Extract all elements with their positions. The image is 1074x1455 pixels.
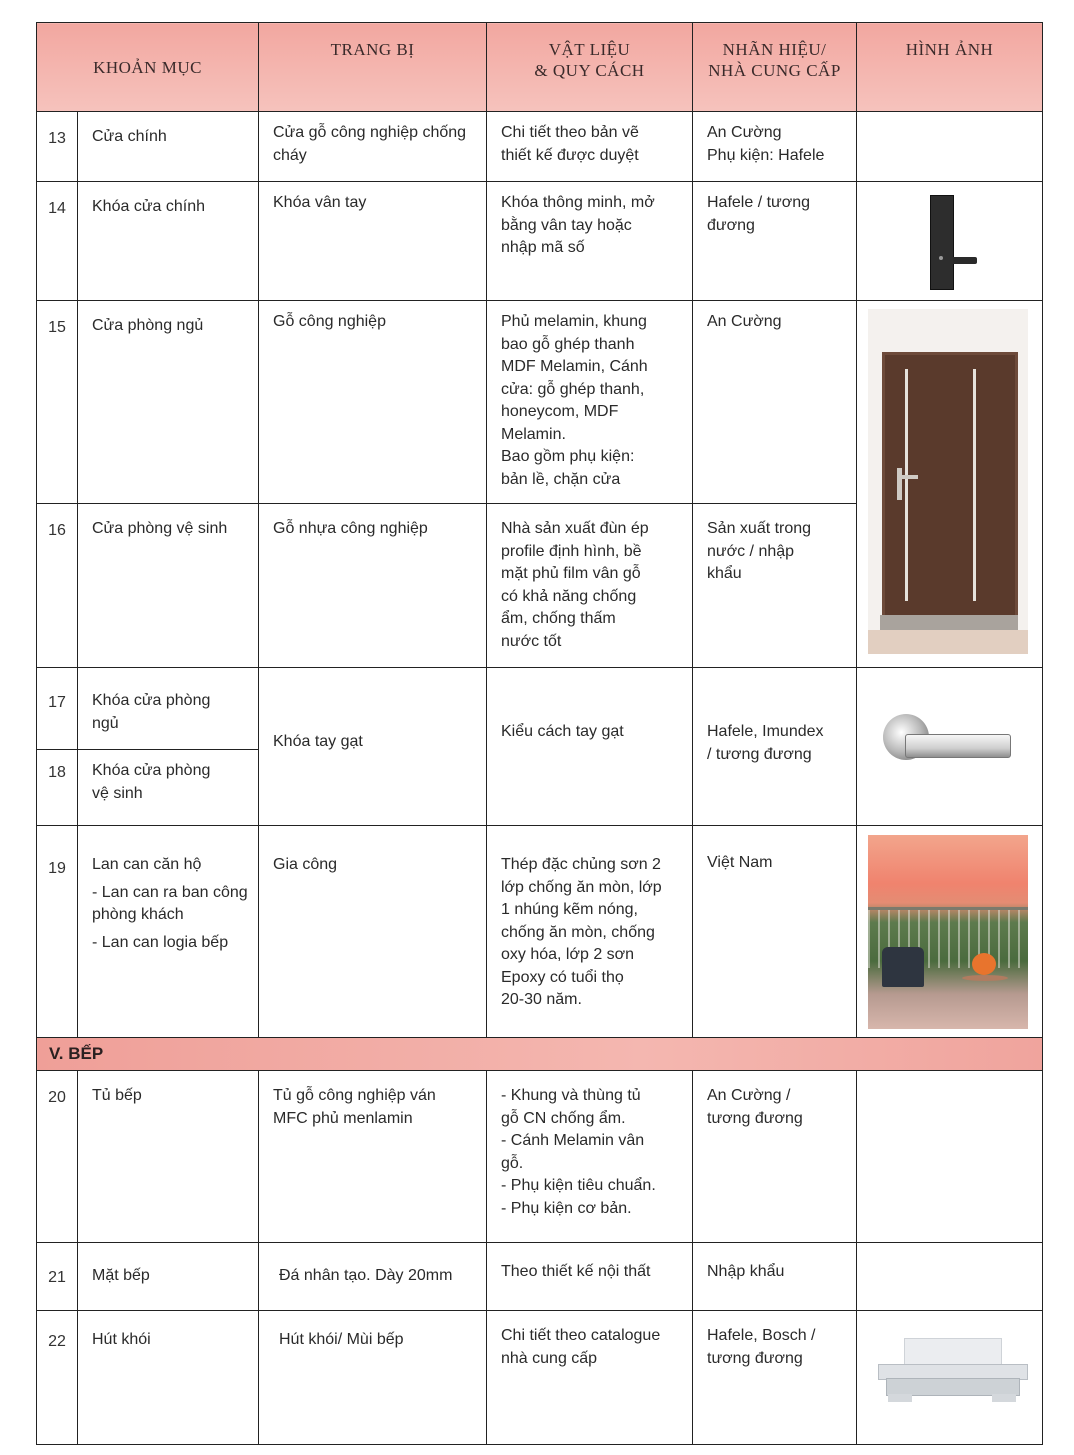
material-line: Melamin. bbox=[501, 425, 566, 443]
material-line: nước tốt bbox=[501, 632, 562, 650]
handle-arm bbox=[905, 734, 1011, 758]
door-inlay-strip bbox=[973, 369, 976, 601]
fingerprint-sensor-icon bbox=[939, 256, 943, 260]
material-line: Chi tiết theo bản vẽ bbox=[501, 124, 639, 141]
equipment bbox=[259, 1071, 487, 1243]
door-threshold bbox=[880, 615, 1018, 630]
item-name bbox=[78, 668, 259, 750]
material-line: - Phụ kiện tiêu chuẩn. bbox=[501, 1177, 656, 1194]
material-spec bbox=[487, 504, 693, 668]
material-line: thiết kế được duyệt bbox=[501, 146, 639, 164]
material-line: ẩm, chống thấm bbox=[501, 610, 616, 627]
row-number: 18 bbox=[37, 750, 78, 826]
brand-line: Phụ kiện: Hafele bbox=[707, 146, 825, 164]
brand-line: An Cường bbox=[707, 313, 782, 330]
image-cell bbox=[857, 1311, 1043, 1445]
table-row bbox=[37, 112, 1043, 182]
equipment-line: MFC phủ menlamin bbox=[273, 1109, 413, 1127]
smart-lock-image bbox=[930, 195, 954, 290]
material-line: lớp chống ăn mòn, lớp bbox=[501, 878, 662, 896]
row-number: 20 bbox=[37, 1071, 78, 1243]
sub-item: - Lan can ra ban công phòng khách bbox=[92, 883, 248, 923]
material-line: honeycom, MDF bbox=[501, 403, 619, 420]
header-khoan-muc: KHOẢN MỤC bbox=[37, 23, 259, 112]
brand-line: Hafele, Imundex bbox=[707, 723, 824, 740]
header-nhan-hieu-line2: NHÀ CUNG CẤP bbox=[708, 61, 841, 80]
section-title: V. BẾP bbox=[37, 1038, 1043, 1071]
material-line: Phủ melamin, khung bbox=[501, 313, 647, 330]
door-inlay-strip bbox=[905, 369, 908, 601]
material-line: Chi tiết theo catalogue bbox=[501, 1327, 661, 1344]
material-spec bbox=[487, 1311, 693, 1445]
material-line: Bao gồm phụ kiện: bbox=[501, 448, 635, 465]
brand-supplier bbox=[693, 182, 857, 301]
material-line: oxy hóa, lớp 2 sơn bbox=[501, 946, 635, 963]
brand-line: Hafele / tương bbox=[707, 194, 811, 211]
item-line: ngủ bbox=[92, 714, 119, 732]
equipment-line: Tủ gỗ công nghiệp ván bbox=[273, 1087, 436, 1104]
item-line: Khóa cửa phòng bbox=[92, 762, 211, 779]
material-line: Thép đặc chủng sơn 2 bbox=[501, 856, 661, 873]
row-number: 22 bbox=[37, 1311, 78, 1445]
brand-supplier bbox=[693, 504, 857, 668]
brand-line: đương bbox=[707, 216, 755, 234]
brand-line: nước / nhập bbox=[707, 542, 795, 560]
header-vat-lieu-line2: & QUY CÁCH bbox=[534, 61, 645, 80]
header-vat-lieu-line1: VẬT LIỆU bbox=[548, 40, 631, 59]
material-line: gỗ CN chống ẩm. bbox=[501, 1109, 626, 1127]
brand-supplier bbox=[693, 112, 857, 182]
brand-supplier: Việt Nam bbox=[693, 826, 857, 1038]
table-row bbox=[37, 826, 1043, 1038]
header-vat-lieu bbox=[487, 23, 693, 112]
material-line: 1 nhúng kẽm nóng, bbox=[501, 901, 638, 918]
equipment: Gỗ công nghiệp bbox=[259, 301, 487, 504]
table-row bbox=[37, 182, 1043, 301]
material-line: bao gỗ ghép thanh bbox=[501, 335, 635, 353]
sub-item: - Lan can logia bếp bbox=[92, 933, 229, 951]
material-spec bbox=[487, 826, 693, 1038]
equipment: Gỗ nhựa công nghiệp bbox=[259, 504, 487, 668]
brand-line: tương đương bbox=[707, 1349, 803, 1367]
image-cell bbox=[857, 301, 1043, 668]
header-nhan-hieu-line1: NHÃN HIỆU/ bbox=[722, 40, 827, 59]
item-name: Khóa cửa chính bbox=[78, 182, 259, 301]
brand-supplier bbox=[693, 301, 857, 504]
material-spec: Kiểu cách tay gạt bbox=[487, 668, 693, 826]
material-line: nhập mã số bbox=[501, 239, 585, 256]
material-line: cửa: gỗ ghép thanh, bbox=[501, 380, 645, 398]
material-line: 20-30 năm. bbox=[501, 991, 582, 1008]
header-hinh-anh: HÌNH ẢNH bbox=[857, 23, 1043, 112]
material-line: mặt phủ film vân gỗ bbox=[501, 565, 641, 582]
material-line: gỗ. bbox=[501, 1154, 524, 1172]
flowers bbox=[972, 953, 996, 975]
image-cell bbox=[857, 182, 1043, 301]
material-line: có khả năng chống bbox=[501, 587, 637, 605]
brand-supplier bbox=[693, 1071, 857, 1243]
image-cell-empty bbox=[857, 1243, 1043, 1311]
brand-supplier: Nhập khẩu bbox=[693, 1243, 857, 1311]
item-line: Lan can căn hộ bbox=[92, 856, 202, 873]
brand-line: / tương đương bbox=[707, 745, 812, 763]
item-name: Tủ bếp bbox=[78, 1071, 259, 1243]
balcony-railing-image bbox=[868, 835, 1028, 1029]
material-line: - Cánh Melamin vân bbox=[501, 1132, 645, 1149]
row-number: 16 bbox=[37, 504, 78, 668]
table-row bbox=[37, 301, 1043, 504]
equipment: Gia công bbox=[259, 826, 487, 1038]
material-line: profile định hình, bề bbox=[501, 542, 642, 560]
image-cell bbox=[857, 826, 1043, 1038]
item-name bbox=[78, 750, 259, 826]
item-line: vệ sinh bbox=[92, 784, 143, 802]
table-row bbox=[37, 668, 1043, 750]
brand-supplier bbox=[693, 668, 857, 826]
item-name: Hút khói bbox=[78, 1311, 259, 1445]
range-hood-image bbox=[878, 1338, 1026, 1418]
material-spec bbox=[487, 1071, 693, 1243]
equipment: Cửa gỗ công nghiệp chống cháy bbox=[259, 112, 487, 182]
brand-line: Hafele, Bosch / bbox=[707, 1327, 816, 1344]
item-name: Cửa phòng vệ sinh bbox=[78, 504, 259, 668]
lock-handle-icon bbox=[953, 257, 977, 264]
specification-table bbox=[36, 22, 1043, 1445]
material-line: Nhà sản xuất đùn ép bbox=[501, 520, 649, 537]
header-trang-bi: TRANG BỊ bbox=[259, 23, 487, 112]
row-number: 21 bbox=[37, 1243, 78, 1311]
brand-line: tương đương bbox=[707, 1109, 803, 1127]
chair bbox=[882, 947, 924, 987]
header-row bbox=[37, 23, 1043, 112]
equipment: Đá nhân tạo. Dày 20mm bbox=[259, 1243, 487, 1311]
row-number: 17 bbox=[37, 668, 78, 750]
image-cell-empty bbox=[857, 112, 1043, 182]
material-spec: Theo thiết kế nội thất bbox=[487, 1243, 693, 1311]
brand-line: An Cường bbox=[707, 124, 782, 141]
section-row bbox=[37, 1038, 1043, 1071]
spec-table-sheet bbox=[36, 22, 1042, 1445]
door-handle-icon bbox=[897, 468, 902, 500]
table-row bbox=[37, 1311, 1043, 1445]
image-cell-empty bbox=[857, 1071, 1043, 1243]
lever-handle-image bbox=[883, 714, 1011, 764]
row-number: 14 bbox=[37, 182, 78, 301]
material-spec bbox=[487, 182, 693, 301]
wooden-door-image bbox=[868, 309, 1028, 654]
item-name bbox=[78, 826, 259, 1038]
item-name: Cửa phòng ngủ bbox=[78, 301, 259, 504]
brand-line: An Cường / bbox=[707, 1087, 791, 1104]
material-line: Khóa thông minh, mở bbox=[501, 194, 655, 211]
row-number: 13 bbox=[37, 112, 78, 182]
material-line: nhà cung cấp bbox=[501, 1349, 598, 1367]
equipment: Khóa tay gạt bbox=[259, 668, 487, 826]
brand-line: khẩu bbox=[707, 565, 742, 582]
material-spec bbox=[487, 301, 693, 504]
material-line: chống ăn mòn, chống bbox=[501, 923, 655, 941]
equipment: Khóa vân tay bbox=[259, 182, 487, 301]
material-line: bằng vân tay hoặc bbox=[501, 216, 632, 234]
hood-chimney bbox=[904, 1338, 1002, 1366]
material-spec bbox=[487, 112, 693, 182]
material-line: MDF Melamin, Cánh bbox=[501, 358, 648, 375]
material-line: - Khung và thùng tủ bbox=[501, 1087, 641, 1104]
door-lever-icon bbox=[902, 475, 918, 479]
side-table bbox=[962, 975, 1008, 981]
equipment: Hút khói/ Mùi bếp bbox=[259, 1311, 487, 1445]
table-row bbox=[37, 1071, 1043, 1243]
floor bbox=[868, 630, 1028, 654]
door-panel bbox=[882, 352, 1018, 618]
table-row bbox=[37, 1243, 1043, 1311]
material-line: - Phụ kiện cơ bản. bbox=[501, 1199, 632, 1217]
header-nhan-hieu bbox=[693, 23, 857, 112]
item-name: Mặt bếp bbox=[78, 1243, 259, 1311]
brand-supplier bbox=[693, 1311, 857, 1445]
brand-line: Sản xuất trong bbox=[707, 520, 812, 537]
material-line: bản lề, chặn cửa bbox=[501, 470, 621, 488]
row-number: 15 bbox=[37, 301, 78, 504]
row-number: 19 bbox=[37, 826, 78, 1038]
item-line: Khóa cửa phòng bbox=[92, 692, 211, 709]
image-cell bbox=[857, 668, 1043, 826]
material-line: Epoxy có tuổi thọ bbox=[501, 968, 624, 986]
item-name: Cửa chính bbox=[78, 112, 259, 182]
hood-base bbox=[888, 1394, 1016, 1402]
